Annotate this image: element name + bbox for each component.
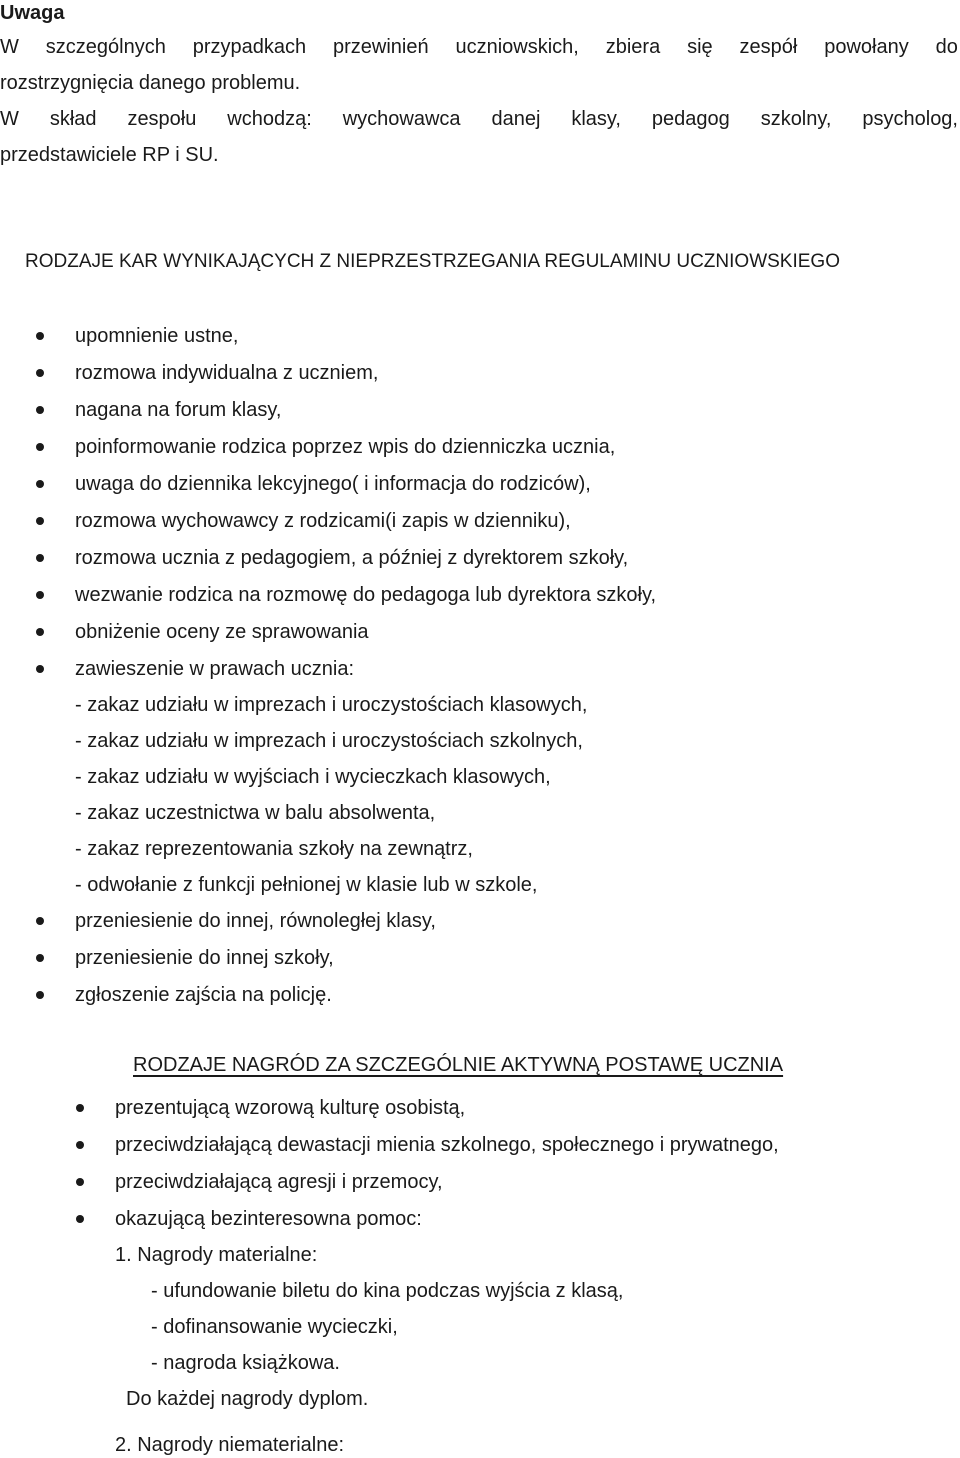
bullet-icon (76, 1215, 84, 1223)
word: skład (49, 108, 97, 130)
bullet-icon (36, 991, 44, 999)
bullet-icon (76, 1178, 84, 1186)
bullet-icon (36, 917, 44, 925)
word: zespołu (127, 108, 197, 130)
material-rewards-title: 1. Nagrody materialne: (115, 1244, 318, 1266)
material-reward-item: - nagroda książkowa. (151, 1352, 340, 1374)
material-reward-item: - dofinansowanie wycieczki, (151, 1316, 398, 1338)
word: do (935, 36, 958, 58)
penalty-item: nagana na forum klasy, (75, 399, 282, 421)
word: klasy, (571, 108, 621, 130)
word: wychowawca (342, 108, 461, 130)
reward-item: prezentującą wzorową kulturę osobistą, (115, 1097, 466, 1119)
note-paragraph-1-line-1 (0, 34, 958, 60)
word: wchodzą: (227, 108, 312, 130)
suspension-subitem: - zakaz uczestnictwa w balu absolwenta, (75, 802, 436, 824)
penalty-item: przeniesienie do innej szkoły, (75, 947, 334, 969)
word: szkolny, (760, 108, 832, 130)
suspension-subitem: - zakaz reprezentowania szkoły na zewnątrz, (75, 838, 473, 860)
penalty-item: rozmowa wychowawcy z rodzicami(i zapis w dzienniku), (75, 510, 571, 532)
word: psycholog, (862, 108, 958, 130)
note-paragraph-2-line-1 (0, 106, 958, 132)
word: W (0, 36, 19, 58)
note-title: Uwaga (0, 2, 65, 24)
word: zespół (739, 36, 798, 58)
word: W (0, 108, 19, 130)
word: powołany (824, 36, 909, 58)
note-paragraph-1-line-2: rozstrzygnięcia danego problemu. (0, 72, 301, 94)
bullet-icon (76, 1141, 84, 1149)
word: pedagog (651, 108, 730, 130)
word: przypadkach (192, 36, 307, 58)
word: się (687, 36, 713, 58)
penalty-item: obniżenie oceny ze sprawowania (75, 621, 369, 643)
penalty-item: zawieszenie w prawach ucznia: (75, 658, 355, 680)
penalty-item: zgłoszenie zajścia na policję. (75, 984, 332, 1006)
reward-item: przeciwdziałającą dewastacji mienia szkolnego, społecznego i prywatnego, (115, 1134, 779, 1156)
penalties-heading: RODZAJE KAR WYNIKAJĄCYCH Z NIEPRZESTRZEGANIA REGULAMINU UCZNIOWSKIEGO (25, 251, 840, 272)
bullet-icon (36, 369, 44, 377)
penalty-item: rozmowa ucznia z pedagogiem, a później z dyrektorem szkoły, (75, 547, 629, 569)
diploma-note: Do każdej nagrody dyplom. (126, 1388, 369, 1410)
bullet-icon (36, 628, 44, 636)
penalty-item: wezwanie rodzica na rozmowę do pedagoga lub dyrektora szkoły, (75, 584, 657, 606)
bullet-icon (36, 480, 44, 488)
penalty-item: uwaga do dziennika lekcyjnego( i informacja do rodziców), (75, 473, 591, 495)
bullet-icon (36, 954, 44, 962)
bullet-icon (36, 406, 44, 414)
material-reward-item: - ufundowanie biletu do kina podczas wyjścia z klasą, (151, 1280, 624, 1302)
reward-item: przeciwdziałającą agresji i przemocy, (115, 1171, 443, 1193)
bullet-icon (36, 554, 44, 562)
suspension-subitem: - odwołanie z funkcji pełnionej w klasie lub w szkole, (75, 874, 538, 896)
bullet-icon (36, 517, 44, 525)
bullet-icon (36, 665, 44, 673)
penalty-item: przeniesienie do innej, równoległej klasy, (75, 910, 436, 932)
suspension-subitem: - zakaz udziału w imprezach i uroczystościach szkolnych, (75, 730, 583, 752)
bullet-icon (36, 591, 44, 599)
reward-item: okazującą bezinteresowna pomoc: (115, 1208, 422, 1230)
word: przewinień (332, 36, 429, 58)
rewards-heading: RODZAJE NAGRÓD ZA SZCZEGÓLNIE AKTYWNĄ POSTAWĘ UCZNIA (133, 1054, 784, 1076)
penalty-item: rozmowa indywidualna z uczniem, (75, 362, 379, 384)
word: uczniowskich, (455, 36, 579, 58)
penalty-item: poinformowanie rodzica poprzez wpis do dzienniczka ucznia, (75, 436, 616, 458)
bullet-icon (36, 332, 44, 340)
note-paragraph-2-line-2: przedstawiciele RP i SU. (0, 144, 219, 166)
penalty-item: upomnienie ustne, (75, 325, 239, 347)
word: zbiera (605, 36, 661, 58)
bullet-icon (36, 443, 44, 451)
suspension-subitem: - zakaz udziału w imprezach i uroczystościach klasowych, (75, 694, 588, 716)
non-material-rewards-title: 2. Nagrody niematerialne: (115, 1434, 345, 1456)
suspension-subitem: - zakaz udziału w wyjściach i wycieczkach klasowych, (75, 766, 551, 788)
word: szczególnych (45, 36, 166, 58)
word: danej (491, 108, 541, 130)
bullet-icon (76, 1104, 84, 1112)
